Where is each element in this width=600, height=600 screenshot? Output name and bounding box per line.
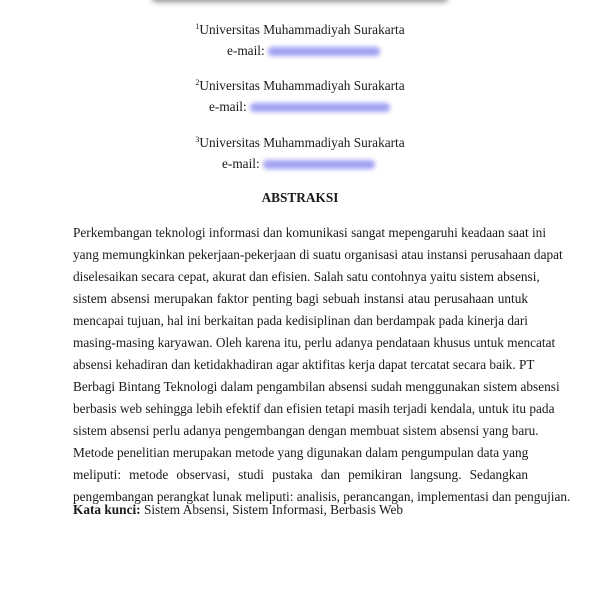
affiliation-2: [0, 78, 600, 94]
abstract-line: Perkembangan teknologi informasi dan komunikasi sangat mepengaruhi keadaan saat ini: [73, 225, 547, 240]
abstract-line: Metode penelitian merupakan metode yang digunakan dalam pengumpulan data yang: [73, 445, 529, 460]
email-label: e-mail:: [227, 43, 265, 58]
keywords: [73, 502, 403, 518]
abstract-line: meliputi: metode observasi, studi pustaka dan pemikiran langsung. Sedangkan: [73, 467, 528, 482]
abstract-line: pengembangan perangkat lunak meliputi: analisis, perancangan, implementasi dan pengujian.: [73, 489, 571, 504]
affiliation-superscript: 3: [195, 135, 200, 144]
abstract-line: mencapai tujuan, hal ini berkaitan pada kedisiplinan dan berdampak pada kinerja dari: [73, 313, 528, 328]
affiliation-institution: Universitas Muhammadiyah Surakarta: [199, 135, 405, 150]
abstract-line: berbasis web sehingga lebih efektif dan efisien tetapi masih terjadi kendala, untuk itu pada: [73, 401, 555, 416]
abstract-heading: ABSTRAKSI: [261, 190, 339, 205]
abstract-line: masing-masing karyawan. Oleh karena itu, perlu adanya pendataan khusus untuk mencatat: [73, 335, 556, 350]
email-row-1: [227, 43, 380, 59]
abstract-line: yang memungkinkan pekerjaan-pekerjaan di suatu organisasi atau instansi perusahaan dapat: [73, 247, 563, 262]
redacted-email: [250, 103, 390, 112]
affiliation-institution: Universitas Muhammadiyah Surakarta: [199, 22, 405, 37]
abstract-line: Berbagi Bintang Teknologi dalam pengambilan absensi sudah menggunakan sistem absensi: [73, 379, 560, 394]
keywords-label: Kata kunci:: [73, 502, 141, 517]
abstract-line: sistem absensi perlu adanya pengembangan dengan membuat sistem absensi yang baru.: [73, 423, 539, 438]
affiliation-1: [0, 22, 600, 38]
keywords-value: Sistem Absensi, Sistem Informasi, Berbasis Web: [143, 502, 404, 517]
email-label: e-mail:: [222, 156, 260, 171]
email-label: e-mail:: [209, 99, 247, 114]
affiliation-superscript: 2: [195, 78, 200, 87]
redacted-email: [268, 47, 380, 56]
email-row-2: [209, 99, 390, 115]
abstract-line: sistem absensi merupakan faktor penting bagi sebuah instansi atau perusahaan untuk: [73, 291, 528, 306]
abstract-body: [73, 222, 571, 508]
redacted-author-names: [152, 0, 448, 2]
affiliation-3: [0, 135, 600, 151]
redacted-email: [263, 160, 375, 169]
affiliation-superscript: 1: [195, 22, 200, 31]
affiliation-institution: Universitas Muhammadiyah Surakarta: [199, 78, 405, 93]
email-row-3: [222, 156, 375, 172]
abstract-line: absensi kehadiran dan ketidakhadiran agar aktifitas kerja dapat tercatat secara baik. PT: [73, 357, 535, 372]
abstract-line: diselesaikan secara cepat, akurat dan efisien. Salah satu contohnya yaitu sistem absensi,: [73, 269, 540, 284]
